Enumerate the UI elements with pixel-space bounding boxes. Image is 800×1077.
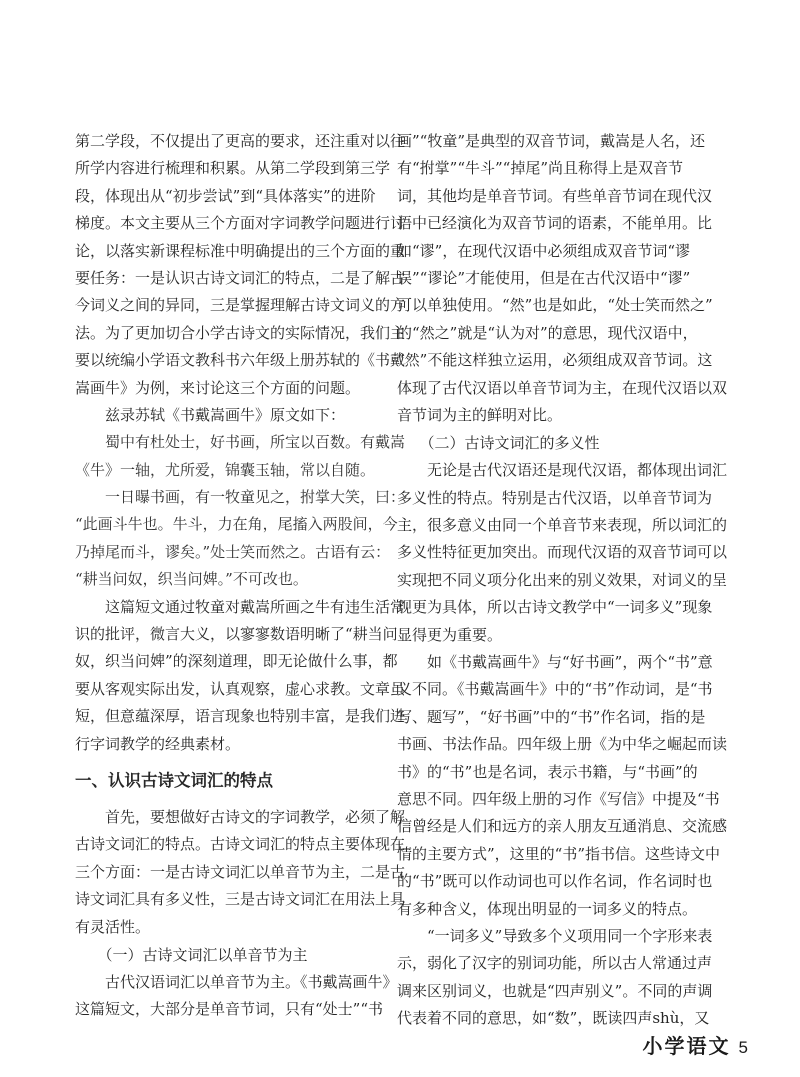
text-line: 信曾经是人们和远方的亲人朋友互通消息、交流感	[397, 817, 727, 836]
text-line: 书》的“书”也是名词，表示书籍，与“书画”的	[397, 762, 698, 781]
quoted-text-line: 一日曝书画，有一牧童见之，拊掌大笑，曰：	[75, 488, 405, 507]
text-line: 有灵活性。	[75, 917, 151, 936]
page-number: 5	[738, 1038, 748, 1057]
text-line: 现更为具体，所以古诗文教学中“一词多义”现象	[397, 598, 713, 617]
quoted-text-line: “此画斗牛也。牛斗，力在角，尾搐入两股间，今	[75, 515, 398, 534]
journal-name: 小学语文	[642, 1034, 731, 1058]
text-line: 所学内容进行梳理和积累。从第二学段到第三学	[75, 159, 391, 178]
text-line: 第二学段，不仅提出了更高的要求，还注重对以往	[75, 132, 405, 150]
right-column	[397, 128, 727, 1033]
text-line: 词，其他均是单音节词。有些单音节词在现代汉	[397, 186, 713, 205]
text-line: 论，以落实新课程标准中明确提出的三个方面的重	[75, 241, 405, 260]
text-line: 无论是古代汉语还是现代汉语，都体现出词汇	[397, 461, 727, 480]
text-line: 代表着不同的意思，如“数”，既读四声shù，又	[397, 1009, 710, 1028]
text-line: 嵩画牛》为例，来讨论这三个方面的问题。	[75, 378, 361, 397]
text-line: 法。为了更加切合小学古诗文的实际情况，我们主	[75, 323, 405, 342]
text-line: 奴，织当问婢”的深刻道理，即无论做什么事，都	[75, 652, 398, 671]
text-line: 多义性的特点。特别是古代汉语，以单音节词为	[397, 488, 713, 507]
text-line: 三个方面：一是古诗文词汇以单音节为主，二是古	[75, 862, 405, 881]
text-line: 的“然之”就是“认为对”的意思，现代汉语中，	[397, 323, 698, 342]
text-line: 短，但意蕴深厚，语言现象也特别丰富，是我们进	[75, 707, 405, 726]
text-line: 主，很多意义由同一个单音节来表现，所以词汇的	[397, 516, 727, 535]
text-line: 体现了古代汉语以单音节词为主，在现代汉语以双	[397, 378, 727, 397]
text-line: 的“书”既可以作动词也可以作名词，作名词时也	[397, 872, 713, 891]
text-line: 可以单独使用。“然”也是如此，“处士笑而然之”	[397, 296, 713, 315]
text-line: 行字词教学的经典素材。	[75, 734, 241, 753]
section-heading: 一、认识古诗文词汇的特点	[75, 770, 273, 790]
text-line: “然”不能这样独立运用，必须组成双音节词。这	[397, 351, 713, 370]
text-line: 古诗文词汇的特点。古诗文词汇的特点主要体现在	[75, 835, 405, 854]
text-line: 要从客观实际出发，认真观察，虚心求教。文章虽	[75, 679, 405, 698]
text-line: 首先，要想做好古诗文的字词教学，必须了解	[75, 807, 405, 826]
text-line: 要任务：一是认识古诗文词汇的特点，二是了解古	[75, 268, 405, 287]
text-line: 如《书戴嵩画牛》与“好书画”，两个“书”意	[397, 653, 713, 672]
text-line: 意思不同。四年级上册的习作《写信》中提及“书	[397, 789, 720, 808]
text-line: 书画、书法作品。四年级上册《为中华之崛起而读	[397, 735, 727, 754]
text-line: 情的主要方式”，这里的“书”指书信。这些诗文中	[397, 844, 721, 863]
text-line: 要以统编小学语文教科书六年级上册苏轼的《书戴	[75, 351, 405, 370]
text-line: 有“拊掌”“牛斗”“掉尾”尚且称得上是双音节	[397, 159, 684, 178]
text-line: 音节词为主的鲜明对比。	[397, 405, 563, 424]
text-line: 梯度。本文主要从三个方面对字词教学问题进行讨	[75, 214, 405, 233]
text-line: 今词义之间的异同，三是掌握理解古诗文词义的方	[75, 296, 405, 315]
quoted-text-line: 《牛》一轴，尤所爱，锦囊玉轴，常以自随。	[75, 460, 376, 479]
page-footer	[643, 1030, 748, 1059]
text-line: 义不同。《书戴嵩画牛》中的“书”作动词，是“书	[397, 680, 713, 699]
text-line: 示，弱化了汉字的别词功能，所以古人常通过声	[397, 954, 713, 973]
text-line: 兹录苏轼《书戴嵩画牛》原文如下：	[75, 405, 346, 424]
quoted-text-line: 蜀中有杜处士，好书画，所宝以百数。有戴嵩	[75, 433, 405, 452]
text-line: 诗文词汇具有多义性，三是古诗文词汇在用法上具	[75, 890, 405, 909]
text-line: 写、题写”，“好书画”中的“书”作名词，指的是	[397, 707, 706, 726]
text-line: 语中已经演化为双音节词的语素，不能单用。比	[397, 214, 713, 233]
text-line: 识的批评，微言大义，以寥寥数语明晰了“耕当问	[75, 625, 398, 644]
text-line: 有多种含义，体现出明显的一词多义的特点。	[397, 899, 698, 918]
text-line: 显得更为重要。	[397, 625, 503, 644]
text-line: “一词多义”导致多个义项用同一个字形来表	[397, 926, 713, 945]
subsection-heading: （二）古诗文词汇的多义性	[397, 434, 600, 453]
text-line: 误”“谬论”才能使用，但是在古代汉语中“谬”	[397, 268, 691, 287]
text-line: 实现把不同义项分化出来的别义效果，对词义的呈	[397, 570, 727, 589]
subsection-heading: （一）古诗文词汇以单音节为主	[75, 945, 308, 964]
text-line: 调来区别词义，也就是“四声别义”。不同的声调	[397, 981, 713, 1000]
text-line: 这篇短文，大部分是单音节词，只有“处士”“书	[75, 1000, 384, 1019]
text-line: 古代汉语词汇以单音节为主。《书戴嵩画牛》	[75, 972, 398, 991]
left-column	[75, 128, 405, 1024]
quoted-text-line: 乃掉尾而斗，谬矣。”处士笑而然之。古语有云：	[75, 542, 391, 561]
text-line: 如“谬”，在现代汉语中必须组成双音节词“谬	[397, 241, 691, 260]
quoted-text-line: “耕当问奴，织当问婢。”不可改也。	[75, 570, 308, 589]
text-line: 段，体现出从“初步尝试”到“具体落实”的进阶	[75, 186, 376, 205]
text-line: 画”“牧童”是典型的双音节词，戴嵩是人名，还	[397, 132, 706, 150]
text-line: 多义性特征更加突出。而现代汉语的双音节词可以	[397, 543, 727, 562]
text-line: 这篇短文通过牧童对戴嵩所画之牛有违生活常	[75, 597, 405, 616]
